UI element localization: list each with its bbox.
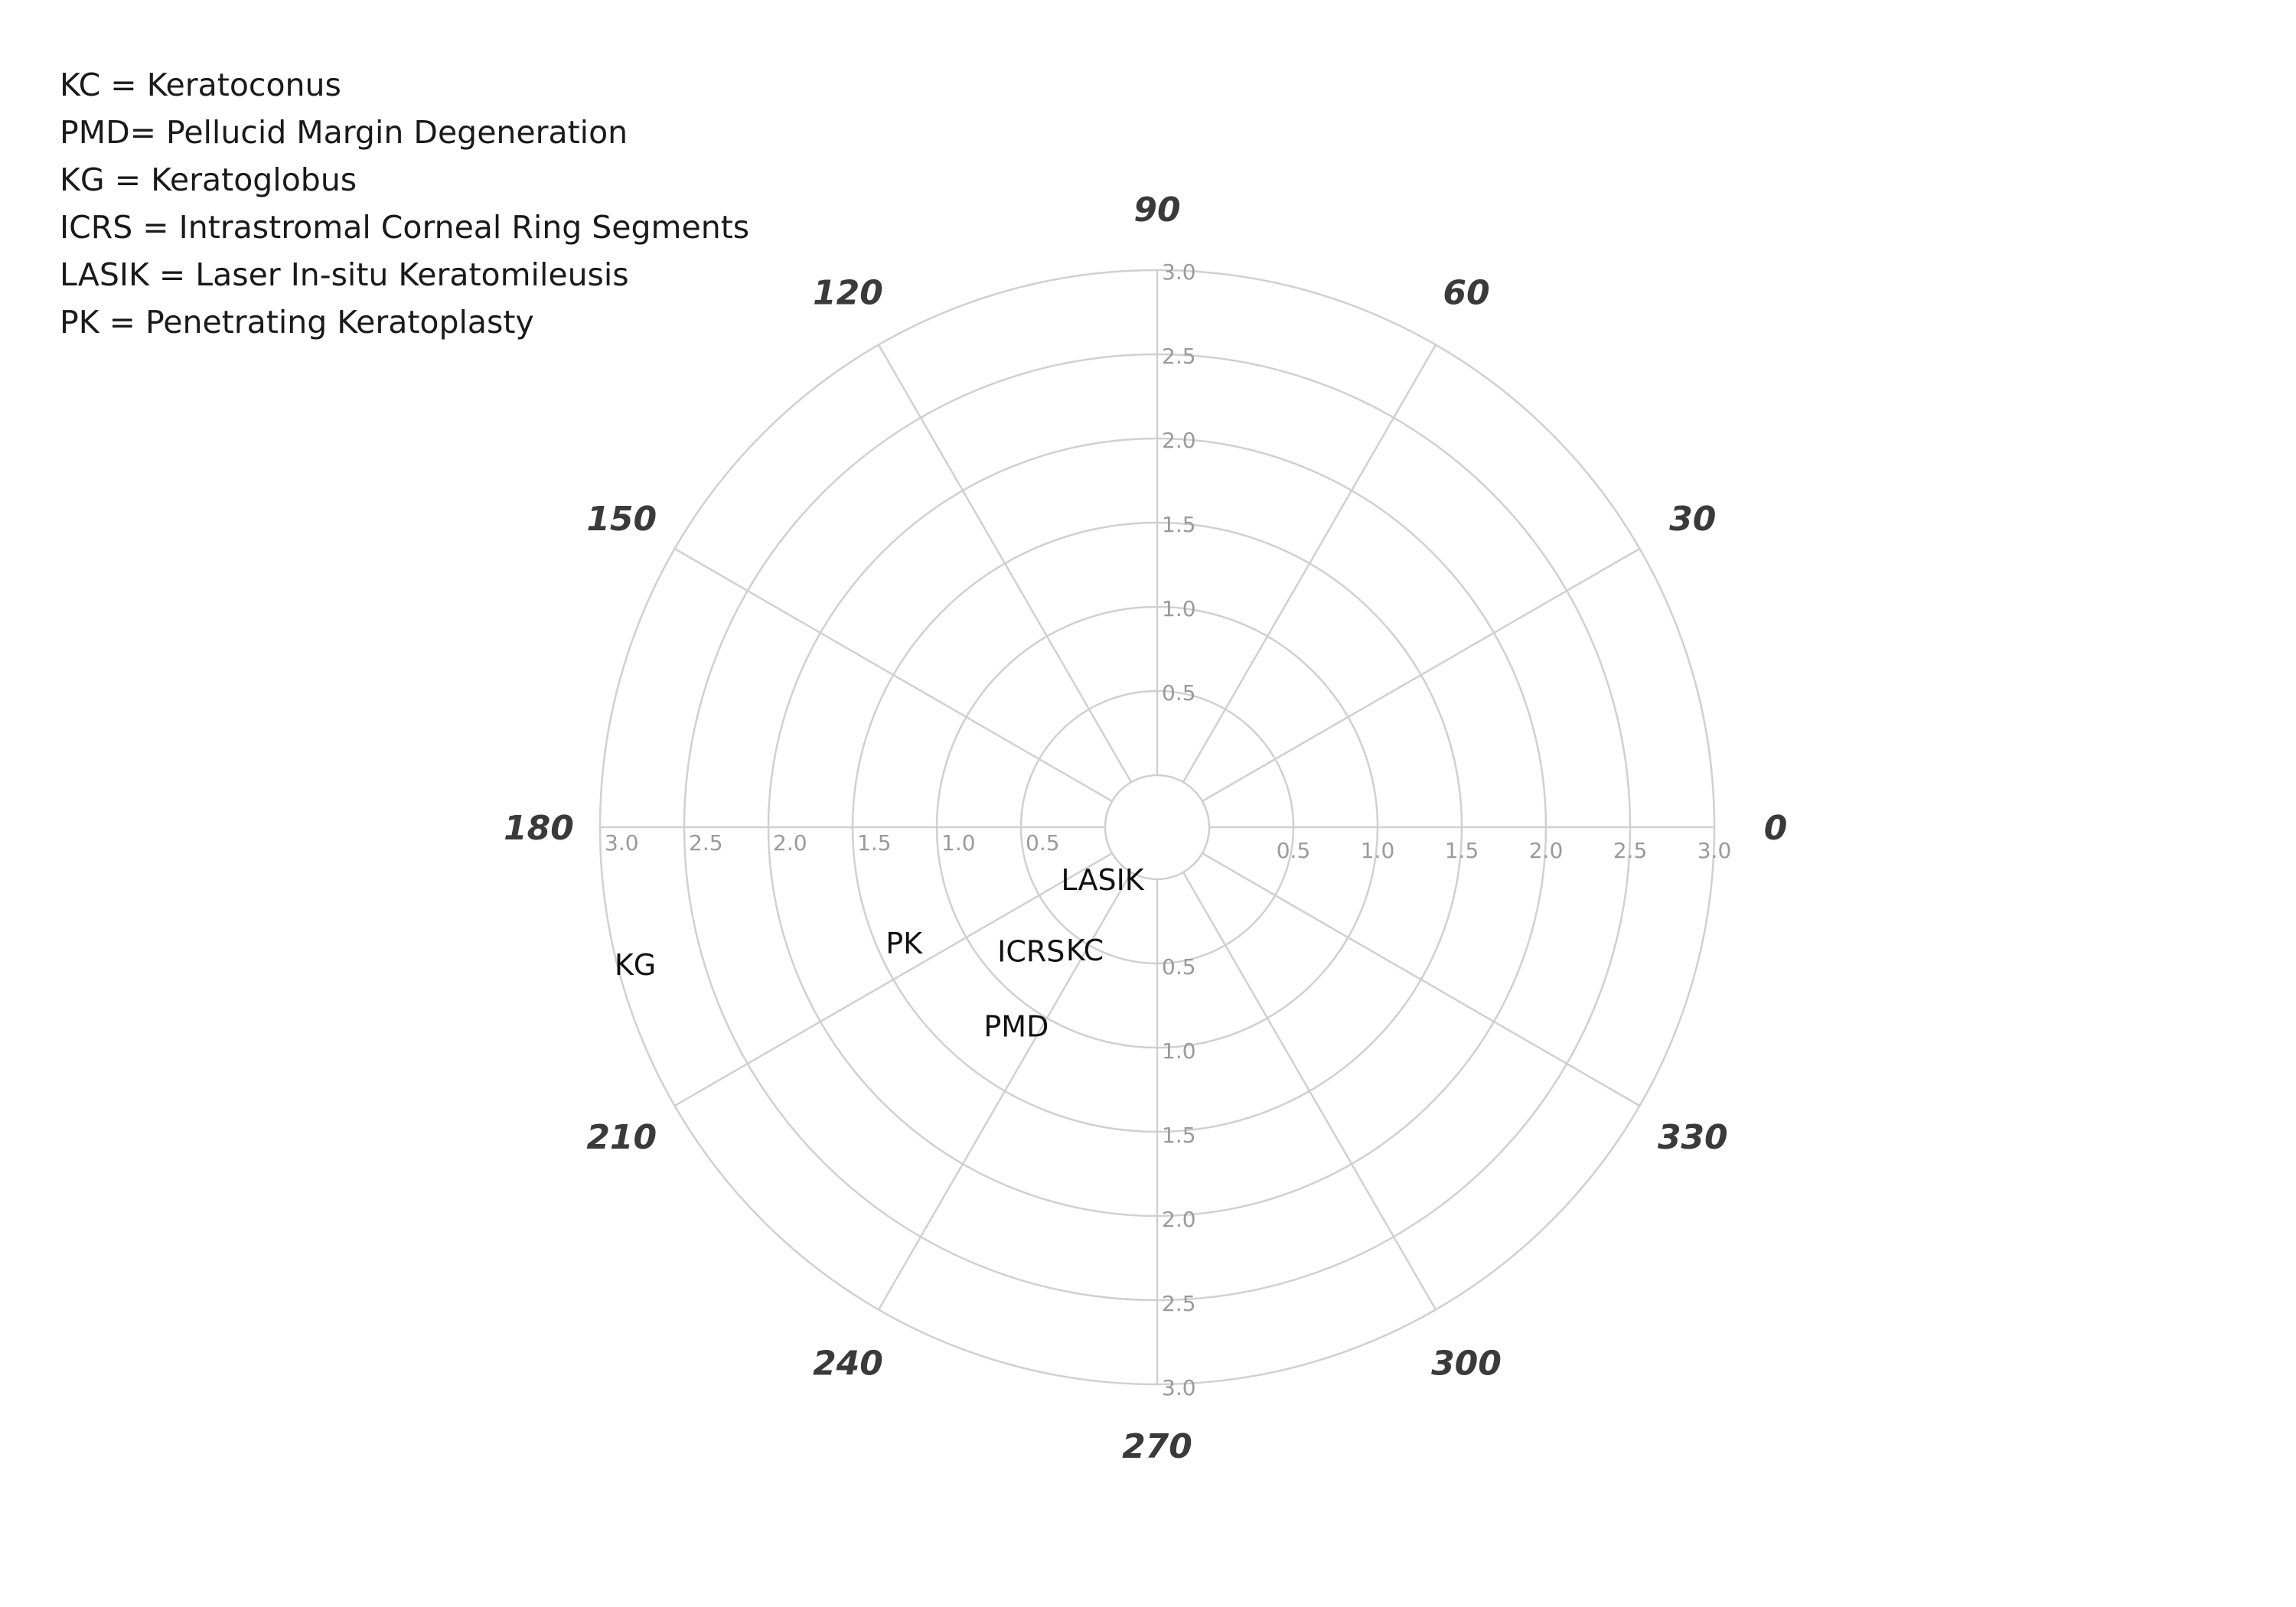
angle-label-180: 180 <box>504 809 574 848</box>
point-label-pk: PK <box>885 926 923 960</box>
point-label-kc: KC <box>1065 934 1104 968</box>
radial-tick-up-2.0: 2.0 <box>1162 428 1196 453</box>
angle-label-30: 30 <box>1669 500 1717 539</box>
angle-label-120: 120 <box>813 273 883 313</box>
radial-tick-down-2.5: 2.5 <box>1162 1291 1196 1316</box>
point-label-icrs: ICRS <box>997 934 1065 969</box>
radial-tick-left-0.5: 0.5 <box>1026 830 1060 856</box>
radial-tick-right-3.0: 3.0 <box>1697 838 1732 863</box>
angle-label-210: 210 <box>586 1118 657 1157</box>
radial-tick-left-2.0: 2.0 <box>773 830 807 856</box>
legend-entry-lasik: LASIK = Laser In-situ Keratomileusis <box>60 256 629 293</box>
radial-tick-up-3.0: 3.0 <box>1162 259 1196 285</box>
radial-tick-right-1.0: 1.0 <box>1360 838 1395 863</box>
radial-tick-up-1.5: 1.5 <box>1162 512 1196 537</box>
grid-spoke-60 <box>1183 345 1436 783</box>
angle-label-300: 300 <box>1431 1344 1502 1384</box>
radial-tick-down-2.0: 2.0 <box>1162 1207 1196 1232</box>
legend-entry-pmd: PMD= Pellucid Margin Degeneration <box>60 114 628 151</box>
legend-entry-pk: PK = Penetrating Keratoplasty <box>60 304 534 341</box>
legend-entry-icrs: ICRS = Intrastromal Corneal Ring Segments <box>60 209 750 246</box>
radial-tick-down-1.5: 1.5 <box>1162 1123 1196 1148</box>
radial-tick-left-1.0: 1.0 <box>941 830 976 856</box>
angle-label-0: 0 <box>1763 809 1788 848</box>
radial-tick-up-0.5: 0.5 <box>1162 680 1196 706</box>
angle-label-270: 270 <box>1122 1427 1192 1466</box>
radial-tick-down-1.0: 1.0 <box>1162 1038 1196 1064</box>
grid-spoke-210 <box>675 853 1113 1106</box>
radial-tick-left-3.0: 3.0 <box>605 830 639 856</box>
radial-tick-up-1.0: 1.0 <box>1162 596 1196 621</box>
point-label-kg: KG <box>614 948 657 983</box>
angle-label-60: 60 <box>1443 273 1490 313</box>
angle-label-150: 150 <box>586 500 657 539</box>
radial-tick-right-1.5: 1.5 <box>1444 838 1479 863</box>
point-label-pmd: PMD <box>983 1009 1049 1044</box>
radial-tick-right-0.5: 0.5 <box>1276 838 1311 863</box>
angle-label-240: 240 <box>813 1344 883 1384</box>
radial-tick-right-2.0: 2.0 <box>1528 838 1564 863</box>
legend-entry-kc: KC = Keratoconus <box>60 67 341 103</box>
angle-label-90: 90 <box>1133 191 1181 230</box>
grid-spoke-120 <box>879 345 1131 783</box>
angle-label-330: 330 <box>1657 1118 1728 1157</box>
radial-tick-up-2.5: 2.5 <box>1162 344 1196 369</box>
grid-spoke-150 <box>675 549 1113 801</box>
grid-spoke-300 <box>1183 872 1436 1310</box>
radial-tick-down-0.5: 0.5 <box>1162 954 1196 980</box>
legend-entry-kg: KG = Keratoglobus <box>60 161 357 198</box>
radial-tick-left-1.5: 1.5 <box>857 830 892 856</box>
radial-tick-right-2.5: 2.5 <box>1613 838 1648 863</box>
grid-spoke-330 <box>1202 853 1640 1106</box>
radial-tick-left-2.5: 2.5 <box>689 830 723 856</box>
abbreviation-legend <box>60 61 749 346</box>
radial-tick-down-3.0: 3.0 <box>1162 1375 1196 1400</box>
point-label-lasik: LASIK <box>1061 862 1144 897</box>
grid-spoke-30 <box>1202 549 1640 801</box>
